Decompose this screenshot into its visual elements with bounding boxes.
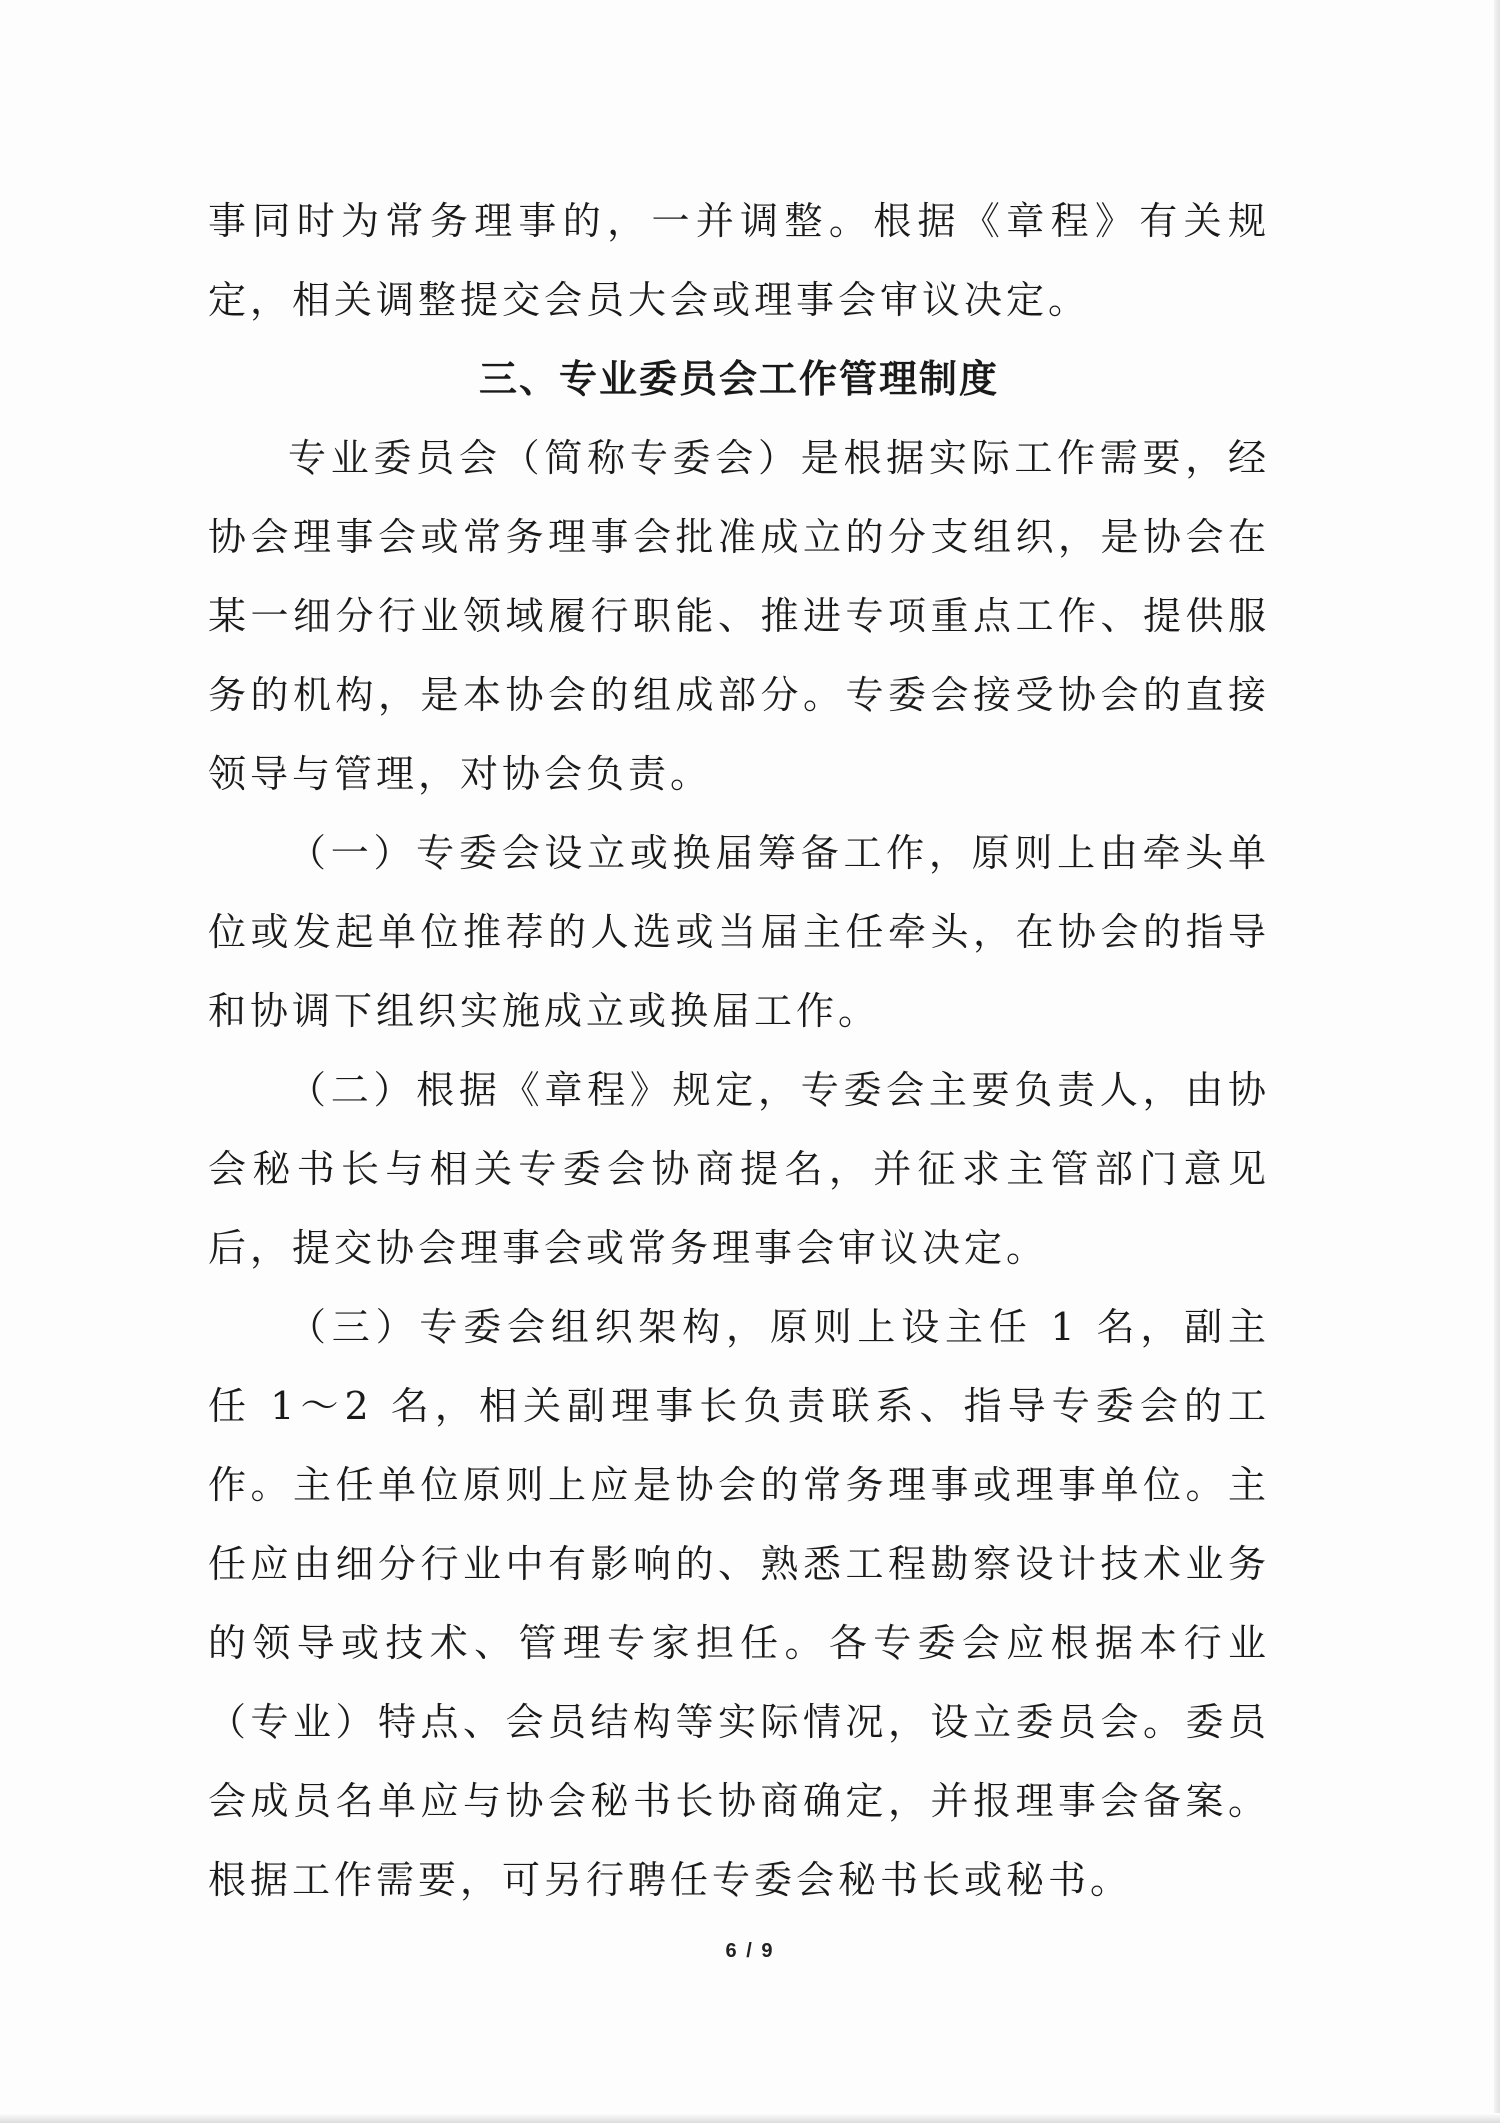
clause-paragraph-3: （三）专委会组织架构，原则上设主任 1 名，副主任 1～2 名，相关副理事长负责联系、指导专委会的工作。主任单位原则上应是协会的常务理事或理事单位。主任应由细分行业中有影响的、熟悉工程勘察设计技术业务的领导或技术、管理专家担任。各专委会应根据本行业（专业）特点、会员结构等实际情况，设立委员会。委员会成员名单应与协会秘书长协商确定，并报理事会备案。根据工作需要，可另行聘任专委会秘书长或秘书。 [208,1305,1270,1902]
clause-paragraph-1: （一）专委会设立或换届筹备工作，原则上由牵头单位或发起单位推荐的人选或当届主任牵头，在协会的指导和协调下组织实施成立或换届工作。 [208,831,1270,1033]
body-paragraph: 专业委员会（简称专委会）是根据实际工作需要，经协会理事会或常务理事会批准成立的分支组织，是协会在某一细分行业领域履行职能、推进专项重点工作、提供服务的机构，是本协会的组成部分。专委会接受协会的直接领导与管理，对协会负责。 [208,436,1270,796]
scan-edge-shadow [1494,0,1500,2123]
clause-paragraph-2: （二）根据《章程》规定，专委会主要负责人，由协会秘书长与相关专委会协商提名，并征求主管部门意见后，提交协会理事会或常务理事会审议决定。 [208,1068,1270,1270]
section-heading: 三、专业委员会工作管理制度 [478,357,999,401]
document-body [208,182,1270,1920]
scan-bottom-shadow [0,2113,1500,2123]
page-number: 6 / 9 [725,1940,775,1962]
continuation-paragraph: 事同时为常务理事的，一并调整。根据《章程》有关规定，相关调整提交会员大会或理事会审议决定。 [208,199,1270,322]
